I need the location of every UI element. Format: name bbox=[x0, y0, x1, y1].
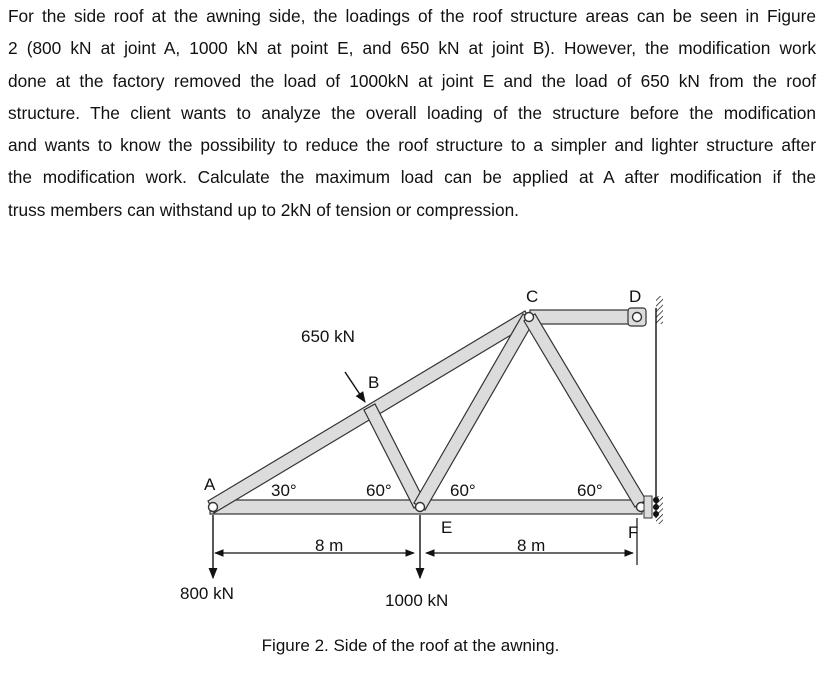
load-label-a: 800 kN bbox=[180, 584, 234, 603]
joint-label-e: E bbox=[441, 518, 453, 537]
joint-label-d: D bbox=[629, 287, 642, 306]
angle-label-e: 60° bbox=[450, 481, 476, 500]
figure-caption-text: Figure 2. Side of the roof at the awning. bbox=[261, 636, 560, 655]
roller-support-f bbox=[644, 496, 659, 518]
joint-label-b: B bbox=[368, 373, 380, 392]
problem-line: For the side roof at the awning side, the loadings of the roof structure areas can be seen in Figure bbox=[8, 6, 816, 26]
problem-line: truss members can withstand up to 2kN of tension or compression. bbox=[8, 199, 519, 220]
pin-a bbox=[209, 503, 218, 512]
pin-c bbox=[525, 313, 534, 322]
problem-line: and wants to know the possibility to reduce the roof structure to a simpler and lighter structure after bbox=[8, 135, 816, 156]
angle-label-f: 60° bbox=[577, 481, 603, 500]
dimension-label-ef: 8 m bbox=[517, 536, 546, 555]
problem-line: structure. The client wants to analyze the overall loading of the structure before the modification bbox=[8, 102, 816, 123]
pin-d bbox=[633, 313, 642, 322]
member-cd bbox=[530, 310, 642, 324]
load-label-e: 1000 kN bbox=[385, 591, 449, 610]
joint-label-f: F bbox=[628, 523, 639, 542]
load-label-b: 650 kN bbox=[301, 327, 355, 346]
joint-label-a: A bbox=[204, 475, 216, 494]
support-wall bbox=[656, 296, 663, 524]
member-cf bbox=[524, 314, 646, 507]
load-arrow-b bbox=[345, 372, 365, 402]
problem-line: the modification work. Calculate the maximum load can be applied at A after modification if the bbox=[8, 167, 816, 188]
angle-label-a: 30° bbox=[271, 481, 297, 500]
joint-label-c: C bbox=[526, 287, 539, 306]
problem-line: 2 (800 kN at joint A, 1000 kN at point E, and 650 kN at joint B). However, the modification work bbox=[8, 38, 816, 59]
problem-line: done at the factory removed the load of 1000kN at joint E and the load of 650 kN from the roof bbox=[8, 70, 816, 91]
figure-caption bbox=[0, 636, 837, 656]
dimension-label-ae: 8 m bbox=[315, 536, 344, 555]
pin-e bbox=[416, 503, 425, 512]
angle-label-b: 60° bbox=[366, 481, 392, 500]
